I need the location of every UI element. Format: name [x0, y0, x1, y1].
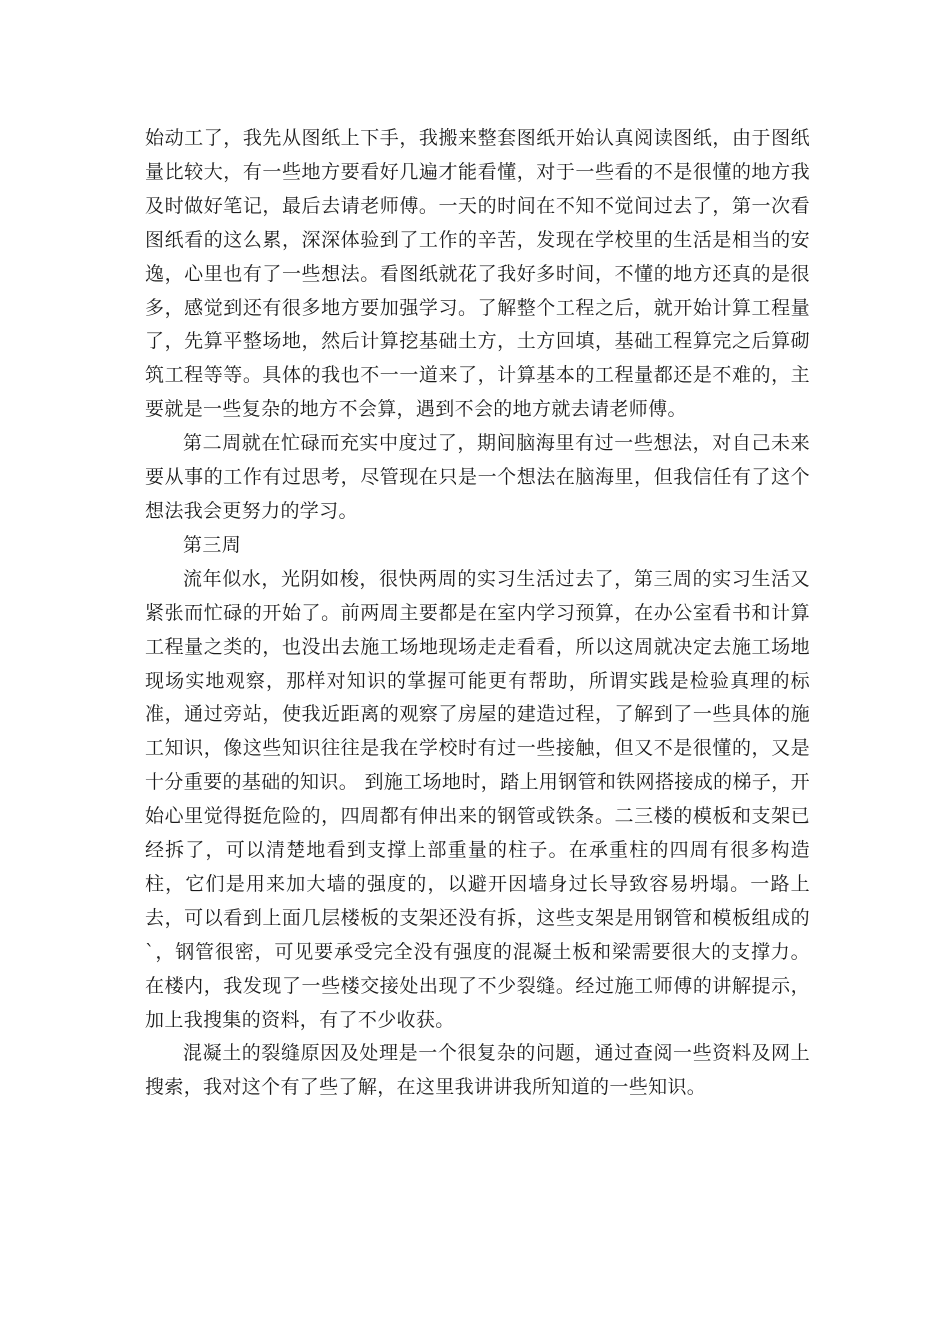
section-heading-week-three: 第三周: [183, 533, 242, 556]
paragraph-concrete-cracks: 混凝土的裂缝原因及处理是一个很复杂的问题，通过查阅一些资料及网上搜索，我对这个有了些了解，在这里我讲讲我所知道的一些知识。: [145, 1042, 810, 1099]
paragraph-continuation: 始动工了，我先从图纸上下手，我搬来整套图纸开始认真阅读图纸，由于图纸量比较大，有一些地方要看好几遍才能看懂，对于一些看的不是很懂的地方我及时做好笔记，最后去请老师傅。一天的时间在不知不觉间过去了，第一次看图纸看的这么累，深深体验到了工作的辛苦，发现在学校里的生活是相当的安逸，心里也有了一些想法。看图纸就花了我好多时间，不懂的地方还真的是很多，感觉到还有很多地方要加强学习。了解整个工程之后，就开始计算工程量了，先算平整场地，然后计算挖基础土方，土方回填，基础工程算完之后算砌筑工程等等。具体的我也不一一道来了，计算基本的工程量都还是不难的，主要就是一些复杂的地方不会算，遇到不会的地方就去请老师傅。: [145, 127, 810, 421]
paragraph-week-two: 第二周就在忙碌而充实中度过了，期间脑海里有过一些想法，对自己未来要从事的工作有过思考，尽管现在只是一个想法在脑海里，但我信任有了这个想法我会更努力的学习。: [145, 432, 810, 522]
paragraph-week-three: 流年似水，光阴如梭，很快两周的实习生活过去了，第三周的实习生活又紧张而忙碌的开始了。前两周主要都是在室内学习预算，在办公室看书和计算工程量之类的，也没出去施工场地现场走走看看，所以这周就决定去施工场地现场实地观察，那样对知识的掌握可能更有帮助，所谓实践是检验真理的标准，通过旁站，使我近距离的观察了房屋的建造过程，了解到了一些具体的施工知识，像这些知识往往是我在学校时有过一些接触，但又不是很懂的，又是十分重要的基础的知识。 到施工场地时，踏上用钢管和铁网搭接成的梯子，开始心里觉得挺危险的，四周都有伸出来的钢管或铁条。二三楼的模板和支架已经拆了，可以清楚地看到支撑上部重量的柱子。在承重柱的四周有很多构造柱，它们是用来加大墙的强度的，以避开因墙身过长导致容易坍塌。一路上去，可以看到上面几层楼板的支架还没有拆，这些支架是用钢管和模板组成的`，钢管很密，可见要承受完全没有强度的混凝土板和梁需要很大的支撑力。在楼内，我发现了一些楼交接处出现了不少裂缝。经过施工师傅的讲解提示，加上我搜集的资料，有了不少收获。: [145, 567, 810, 1031]
document-body: [145, 122, 810, 1105]
